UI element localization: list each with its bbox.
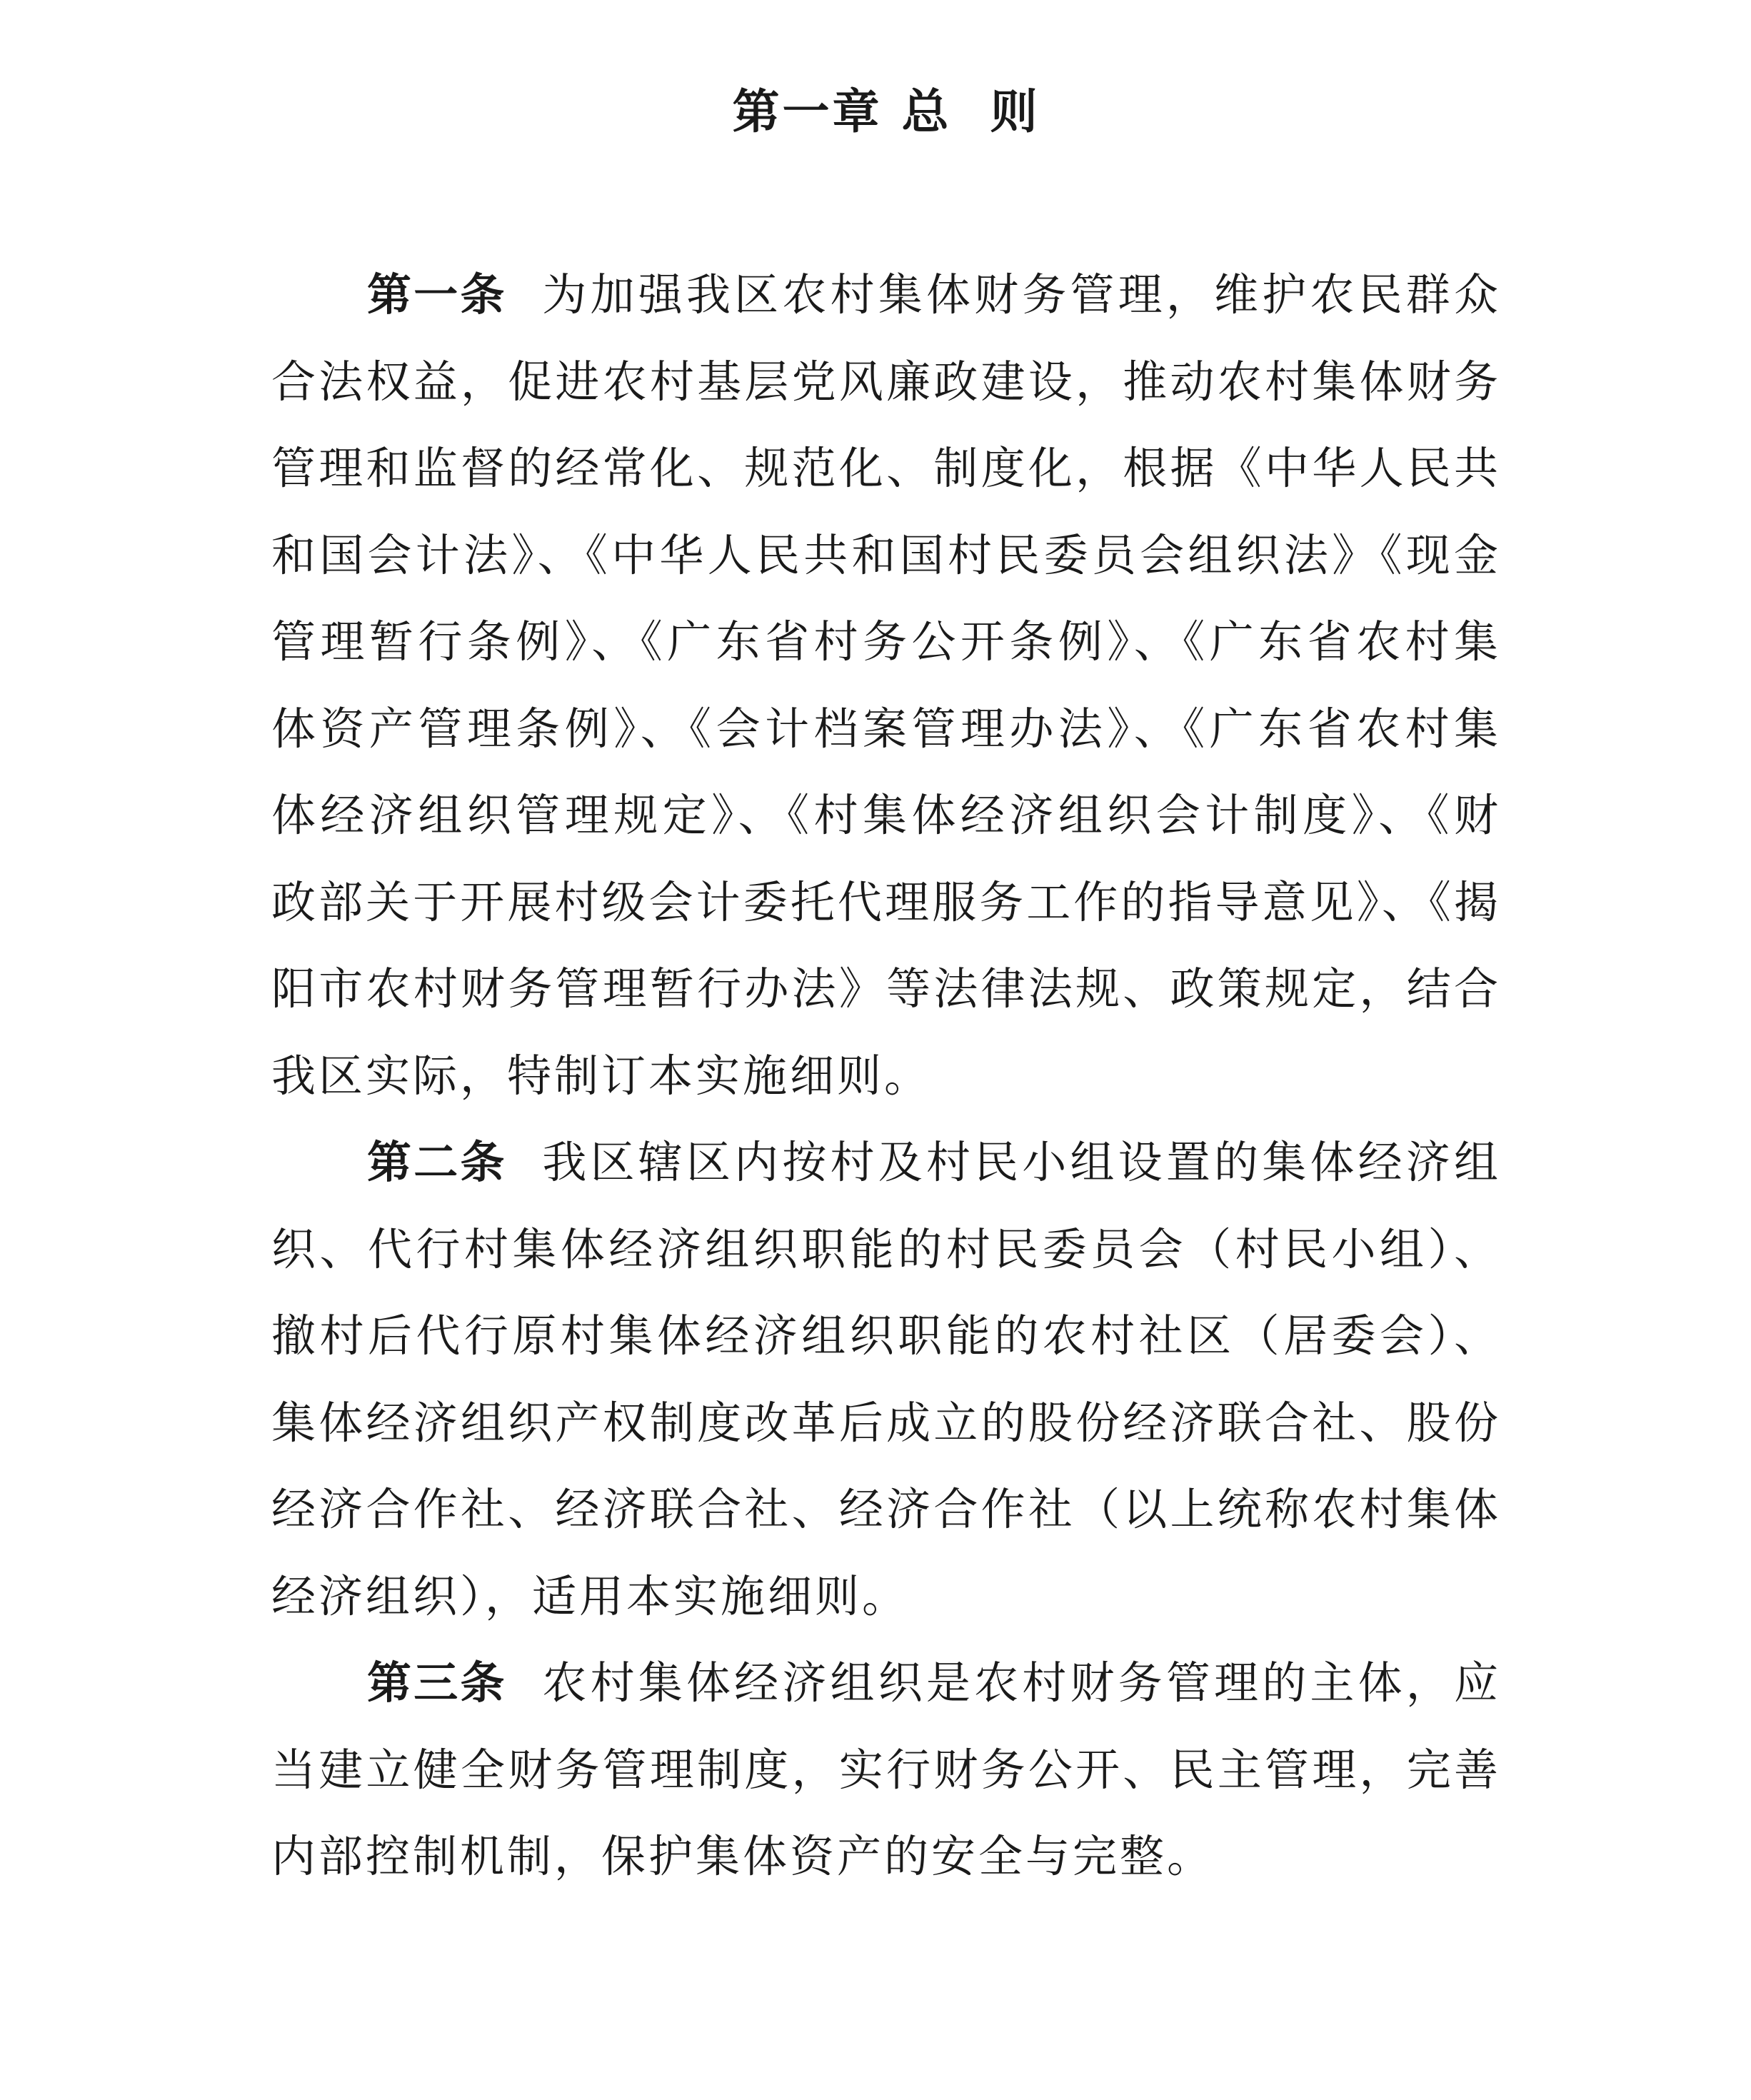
- chapter-title: 第一章 总 则: [732, 84, 1040, 139]
- article-2-label: 第二条: [367, 1136, 507, 1188]
- document-body: [271, 251, 1501, 1900]
- article-3-label: 第三条: [367, 1657, 507, 1709]
- article-1: [271, 251, 1501, 1119]
- article-1-label: 第一条: [367, 268, 507, 321]
- article-2: [271, 1119, 1501, 1639]
- article-3: [271, 1639, 1501, 1900]
- article-2-text: 我区辖区内按村及村民小组设置的集体经济组织、代行村集体经济组织职能的村民委员会（村民小组）、撤村后代行原村集体经济组织职能的农村社区（居委会）、集体经济组织产权制度改革后成立的股份经济联合社、股份经济合作社、经济联合社、经济合作社（以上统称农村集体经济组织），适用本实施细则。: [271, 1136, 1501, 1622]
- article-3-text: 农村集体经济组织是农村财务管理的主体，应当建立健全财务管理制度，实行财务公开、民主管理，完善内部控制机制，保护集体资产的安全与完整。: [271, 1657, 1501, 1882]
- document-page: [271, 0, 1501, 2100]
- article-1-text: 为加强我区农村集体财务管理，维护农民群众合法权益，促进农村基层党风廉政建设，推动农村集体财务管理和监督的经常化、规范化、制度化，根据《中华人民共和国会计法》、《中华人民共和国村民委员会组织法》《现金管理暂行条例》、《广东省村务公开条例》、《广东省农村集体资产管理条例》、《会计档案管理办法》、《广东省农村集体经济组织管理规定》、《村集体经济组织会计制度》、《财政部关于开展村级会计委托代理服务工作的指导意见》、《揭阳市农村财务管理暂行办法》等法律法规、政策规定，结合我区实际，特制订本实施细则。: [271, 268, 1501, 1102]
